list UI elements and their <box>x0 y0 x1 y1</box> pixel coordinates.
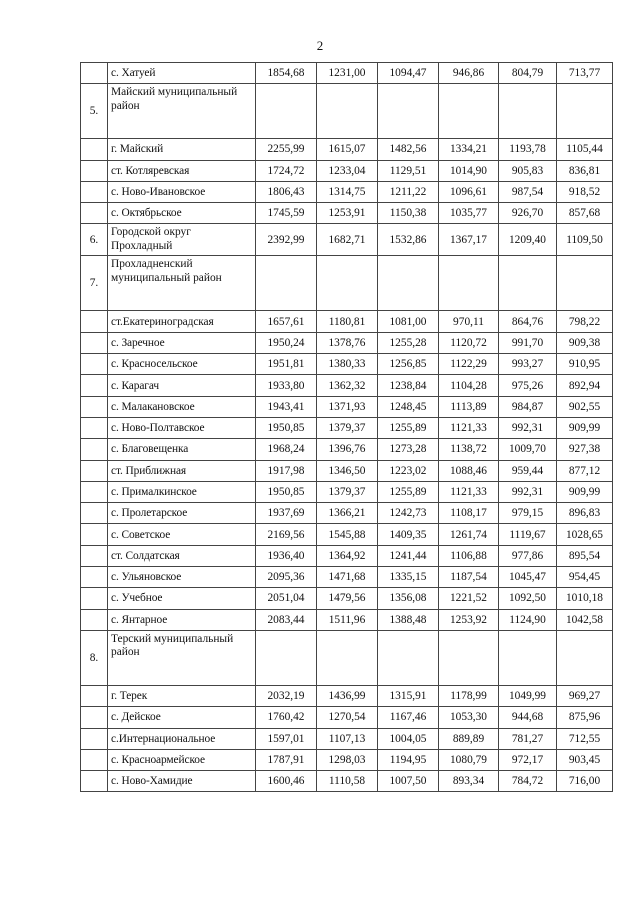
value-cell: 1745,59 <box>256 203 317 224</box>
value-cell: 1120,72 <box>439 332 499 353</box>
value-cell: 1124,90 <box>499 609 557 630</box>
value-cell: 1479,56 <box>317 588 378 609</box>
value-cell: 836,81 <box>557 160 613 181</box>
value-cell: 1035,77 <box>439 203 499 224</box>
value-cell: 2032,19 <box>256 685 317 706</box>
value-cell: 1597,01 <box>256 728 317 749</box>
value-cell: 1378,76 <box>317 332 378 353</box>
value-cell: 1049,99 <box>499 685 557 706</box>
table-row <box>81 588 613 609</box>
section-row <box>81 84 613 139</box>
tariff-table <box>80 62 613 792</box>
value-cell: 1010,18 <box>557 588 613 609</box>
value-cell: 970,11 <box>439 311 499 332</box>
value-cell: 1532,86 <box>378 224 439 256</box>
section-name: Прохладненский муниципальный район <box>108 256 256 311</box>
value-cell: 927,38 <box>557 439 613 460</box>
value-cell: 1364,92 <box>317 545 378 566</box>
index-cell <box>81 749 108 770</box>
value-cell: 1933,80 <box>256 375 317 396</box>
value-cell: 1724,72 <box>256 160 317 181</box>
settlement-name: ст. Котляревская <box>108 160 256 181</box>
value-cell: 1615,07 <box>317 139 378 160</box>
value-cell: 944,68 <box>499 707 557 728</box>
value-cell: 1242,73 <box>378 503 439 524</box>
value-cell: 926,70 <box>499 203 557 224</box>
value-cell: 2095,36 <box>256 567 317 588</box>
index-cell <box>81 567 108 588</box>
value-cell: 713,77 <box>557 63 613 84</box>
table-row <box>81 203 613 224</box>
page-number: 2 <box>316 38 324 53</box>
value-cell: 1682,71 <box>317 224 378 256</box>
value-cell: 1105,44 <box>557 139 613 160</box>
value-cell: 1600,46 <box>256 771 317 792</box>
value-cell: 1121,33 <box>439 481 499 502</box>
value-cell: 1806,43 <box>256 181 317 202</box>
table-row <box>81 707 613 728</box>
value-cell: 975,26 <box>499 375 557 396</box>
table-row <box>81 354 613 375</box>
value-cell: 1367,17 <box>439 224 499 256</box>
settlement-name: с. Красносельское <box>108 354 256 375</box>
value-cell: 896,83 <box>557 503 613 524</box>
value-cell: 1211,22 <box>378 181 439 202</box>
value-cell <box>378 256 439 311</box>
value-cell: 1943,41 <box>256 396 317 417</box>
value-cell: 1657,61 <box>256 311 317 332</box>
section-index: 6. <box>81 224 108 256</box>
index-cell <box>81 181 108 202</box>
settlement-name: с. Ново-Хамидие <box>108 771 256 792</box>
value-cell: 1335,15 <box>378 567 439 588</box>
index-cell <box>81 524 108 545</box>
value-cell: 1511,96 <box>317 609 378 630</box>
value-cell: 857,68 <box>557 203 613 224</box>
value-cell <box>378 630 439 685</box>
value-cell: 1315,91 <box>378 685 439 706</box>
value-cell: 902,55 <box>557 396 613 417</box>
value-cell: 1194,95 <box>378 749 439 770</box>
index-cell <box>81 728 108 749</box>
value-cell: 1096,61 <box>439 181 499 202</box>
value-cell: 910,95 <box>557 354 613 375</box>
value-cell: 1314,75 <box>317 181 378 202</box>
value-cell: 1482,56 <box>378 139 439 160</box>
settlement-name: с. Дейское <box>108 707 256 728</box>
value-cell: 875,96 <box>557 707 613 728</box>
value-cell <box>256 256 317 311</box>
section-row <box>81 224 613 256</box>
value-cell: 1113,89 <box>439 396 499 417</box>
value-cell: 2083,44 <box>256 609 317 630</box>
index-cell <box>81 503 108 524</box>
value-cell <box>439 256 499 311</box>
value-cell: 1854,68 <box>256 63 317 84</box>
table-row <box>81 181 613 202</box>
settlement-name: с. Благовещенка <box>108 439 256 460</box>
value-cell: 1261,74 <box>439 524 499 545</box>
value-cell: 1298,03 <box>317 749 378 770</box>
index-cell <box>81 481 108 502</box>
table-row <box>81 396 613 417</box>
value-cell: 979,15 <box>499 503 557 524</box>
value-cell: 993,27 <box>499 354 557 375</box>
table-row <box>81 160 613 181</box>
value-cell: 1471,68 <box>317 567 378 588</box>
settlement-name: с. Хатуей <box>108 63 256 84</box>
index-cell <box>81 771 108 792</box>
value-cell: 1080,79 <box>439 749 499 770</box>
value-cell: 1223,02 <box>378 460 439 481</box>
value-cell: 1121,33 <box>439 417 499 438</box>
table-row <box>81 63 613 84</box>
index-cell <box>81 685 108 706</box>
value-cell: 781,27 <box>499 728 557 749</box>
table-row <box>81 771 613 792</box>
value-cell: 1081,00 <box>378 311 439 332</box>
value-cell <box>557 84 613 139</box>
value-cell: 712,55 <box>557 728 613 749</box>
section-index: 8. <box>81 630 108 685</box>
settlement-name: с. Учебное <box>108 588 256 609</box>
value-cell: 1233,04 <box>317 160 378 181</box>
value-cell: 1028,65 <box>557 524 613 545</box>
value-cell: 804,79 <box>499 63 557 84</box>
settlement-name: с. Ново-Полтавское <box>108 417 256 438</box>
table-row <box>81 524 613 545</box>
value-cell: 1379,37 <box>317 481 378 502</box>
value-cell: 2255,99 <box>256 139 317 160</box>
value-cell: 1221,52 <box>439 588 499 609</box>
value-cell: 959,44 <box>499 460 557 481</box>
index-cell <box>81 354 108 375</box>
value-cell: 1255,28 <box>378 332 439 353</box>
section-name: Майский муниципальный район <box>108 84 256 139</box>
value-cell: 716,00 <box>557 771 613 792</box>
value-cell: 1180,81 <box>317 311 378 332</box>
value-cell: 1122,29 <box>439 354 499 375</box>
value-cell <box>256 84 317 139</box>
table-row <box>81 728 613 749</box>
table-row <box>81 139 613 160</box>
settlement-name: ст.Екатериноградская <box>108 311 256 332</box>
index-cell <box>81 588 108 609</box>
value-cell: 984,87 <box>499 396 557 417</box>
value-cell: 892,94 <box>557 375 613 396</box>
value-cell: 903,45 <box>557 749 613 770</box>
value-cell: 977,86 <box>499 545 557 566</box>
value-cell: 1167,46 <box>378 707 439 728</box>
value-cell: 909,38 <box>557 332 613 353</box>
value-cell <box>439 630 499 685</box>
value-cell: 1092,50 <box>499 588 557 609</box>
value-cell <box>439 84 499 139</box>
section-index: 7. <box>81 256 108 311</box>
table-body <box>81 63 613 792</box>
value-cell: 1270,54 <box>317 707 378 728</box>
value-cell: 1045,47 <box>499 567 557 588</box>
value-cell: 1256,85 <box>378 354 439 375</box>
index-cell <box>81 545 108 566</box>
index-cell <box>81 439 108 460</box>
value-cell: 1053,30 <box>439 707 499 728</box>
value-cell: 1950,85 <box>256 417 317 438</box>
value-cell: 1366,21 <box>317 503 378 524</box>
value-cell <box>378 84 439 139</box>
table-row <box>81 503 613 524</box>
value-cell: 2051,04 <box>256 588 317 609</box>
value-cell <box>317 256 378 311</box>
value-cell: 1371,93 <box>317 396 378 417</box>
value-cell: 1760,42 <box>256 707 317 728</box>
value-cell: 1937,69 <box>256 503 317 524</box>
settlement-name: ст. Приближная <box>108 460 256 481</box>
table-row <box>81 685 613 706</box>
value-cell: 1356,08 <box>378 588 439 609</box>
index-cell <box>81 139 108 160</box>
value-cell <box>499 256 557 311</box>
section-row <box>81 630 613 685</box>
value-cell: 1346,50 <box>317 460 378 481</box>
value-cell: 1255,89 <box>378 417 439 438</box>
table-row <box>81 481 613 502</box>
value-cell: 1950,85 <box>256 481 317 502</box>
index-cell <box>81 63 108 84</box>
value-cell: 1187,54 <box>439 567 499 588</box>
value-cell <box>557 630 613 685</box>
table-row <box>81 311 613 332</box>
value-cell: 1094,47 <box>378 63 439 84</box>
value-cell: 1009,70 <box>499 439 557 460</box>
value-cell: 991,70 <box>499 332 557 353</box>
value-cell: 1545,88 <box>317 524 378 545</box>
settlement-name: с. Ново-Ивановское <box>108 181 256 202</box>
index-cell <box>81 375 108 396</box>
settlement-name: с. Малакановское <box>108 396 256 417</box>
index-cell <box>81 460 108 481</box>
index-cell <box>81 160 108 181</box>
settlement-name: с.Интернациональное <box>108 728 256 749</box>
index-cell <box>81 609 108 630</box>
value-cell <box>256 630 317 685</box>
value-cell: 1388,48 <box>378 609 439 630</box>
value-cell: 1273,28 <box>378 439 439 460</box>
value-cell: 784,72 <box>499 771 557 792</box>
table-row <box>81 417 613 438</box>
value-cell <box>499 84 557 139</box>
value-cell: 798,22 <box>557 311 613 332</box>
settlement-name: ст. Солдатская <box>108 545 256 566</box>
value-cell: 1362,32 <box>317 375 378 396</box>
value-cell: 1138,72 <box>439 439 499 460</box>
value-cell: 1178,99 <box>439 685 499 706</box>
settlement-name: с. Карагач <box>108 375 256 396</box>
settlement-name: с. Пролетарское <box>108 503 256 524</box>
value-cell <box>557 256 613 311</box>
value-cell: 987,54 <box>499 181 557 202</box>
index-cell <box>81 417 108 438</box>
value-cell: 1007,50 <box>378 771 439 792</box>
settlement-name: с. Прималкинское <box>108 481 256 502</box>
value-cell: 1950,24 <box>256 332 317 353</box>
value-cell: 1004,05 <box>378 728 439 749</box>
value-cell: 992,31 <box>499 417 557 438</box>
index-cell <box>81 311 108 332</box>
settlement-name: с. Советское <box>108 524 256 545</box>
settlement-name: с. Заречное <box>108 332 256 353</box>
settlement-name: с. Красноармейское <box>108 749 256 770</box>
table-row <box>81 439 613 460</box>
table-row <box>81 332 613 353</box>
value-cell: 1248,45 <box>378 396 439 417</box>
value-cell: 1150,38 <box>378 203 439 224</box>
value-cell: 1104,28 <box>439 375 499 396</box>
value-cell <box>499 630 557 685</box>
value-cell: 946,86 <box>439 63 499 84</box>
value-cell: 1917,98 <box>256 460 317 481</box>
value-cell: 1253,91 <box>317 203 378 224</box>
value-cell: 905,83 <box>499 160 557 181</box>
value-cell: 1108,17 <box>439 503 499 524</box>
value-cell: 909,99 <box>557 417 613 438</box>
value-cell: 2169,56 <box>256 524 317 545</box>
settlement-name: с. Ульяновское <box>108 567 256 588</box>
index-cell <box>81 203 108 224</box>
value-cell: 1107,13 <box>317 728 378 749</box>
value-cell: 972,17 <box>499 749 557 770</box>
index-cell <box>81 396 108 417</box>
settlement-name: с. Октябрьское <box>108 203 256 224</box>
index-cell <box>81 707 108 728</box>
value-cell: 1088,46 <box>439 460 499 481</box>
section-name: Терский муниципальный район <box>108 630 256 685</box>
value-cell: 1379,37 <box>317 417 378 438</box>
value-cell <box>317 84 378 139</box>
value-cell: 1014,90 <box>439 160 499 181</box>
value-cell: 864,76 <box>499 311 557 332</box>
value-cell: 1119,67 <box>499 524 557 545</box>
value-cell: 1396,76 <box>317 439 378 460</box>
settlement-name: г. Терек <box>108 685 256 706</box>
value-cell: 1109,50 <box>557 224 613 256</box>
value-cell: 1787,91 <box>256 749 317 770</box>
value-cell: 877,12 <box>557 460 613 481</box>
table-row <box>81 567 613 588</box>
settlement-name: с. Янтарное <box>108 609 256 630</box>
value-cell: 1129,51 <box>378 160 439 181</box>
value-cell: 1255,89 <box>378 481 439 502</box>
value-cell: 969,27 <box>557 685 613 706</box>
value-cell: 1409,35 <box>378 524 439 545</box>
settlement-name: г. Майский <box>108 139 256 160</box>
table-row <box>81 609 613 630</box>
value-cell: 954,45 <box>557 567 613 588</box>
table-row <box>81 749 613 770</box>
value-cell: 1253,92 <box>439 609 499 630</box>
value-cell: 992,31 <box>499 481 557 502</box>
value-cell: 1209,40 <box>499 224 557 256</box>
value-cell: 1193,78 <box>499 139 557 160</box>
value-cell: 918,52 <box>557 181 613 202</box>
table-row <box>81 375 613 396</box>
value-cell: 1936,40 <box>256 545 317 566</box>
value-cell: 895,54 <box>557 545 613 566</box>
value-cell: 1110,58 <box>317 771 378 792</box>
value-cell: 1231,00 <box>317 63 378 84</box>
table-row <box>81 460 613 481</box>
value-cell: 1436,99 <box>317 685 378 706</box>
value-cell: 1380,33 <box>317 354 378 375</box>
section-row <box>81 256 613 311</box>
value-cell: 1106,88 <box>439 545 499 566</box>
value-cell: 889,89 <box>439 728 499 749</box>
value-cell: 893,34 <box>439 771 499 792</box>
value-cell: 1968,24 <box>256 439 317 460</box>
table-row <box>81 545 613 566</box>
value-cell: 1238,84 <box>378 375 439 396</box>
value-cell: 1334,21 <box>439 139 499 160</box>
section-name: Городской округ Прохладный <box>108 224 256 256</box>
value-cell: 2392,99 <box>256 224 317 256</box>
index-cell <box>81 332 108 353</box>
value-cell: 1042,58 <box>557 609 613 630</box>
value-cell <box>317 630 378 685</box>
section-index: 5. <box>81 84 108 139</box>
value-cell: 909,99 <box>557 481 613 502</box>
value-cell: 1241,44 <box>378 545 439 566</box>
value-cell: 1951,81 <box>256 354 317 375</box>
